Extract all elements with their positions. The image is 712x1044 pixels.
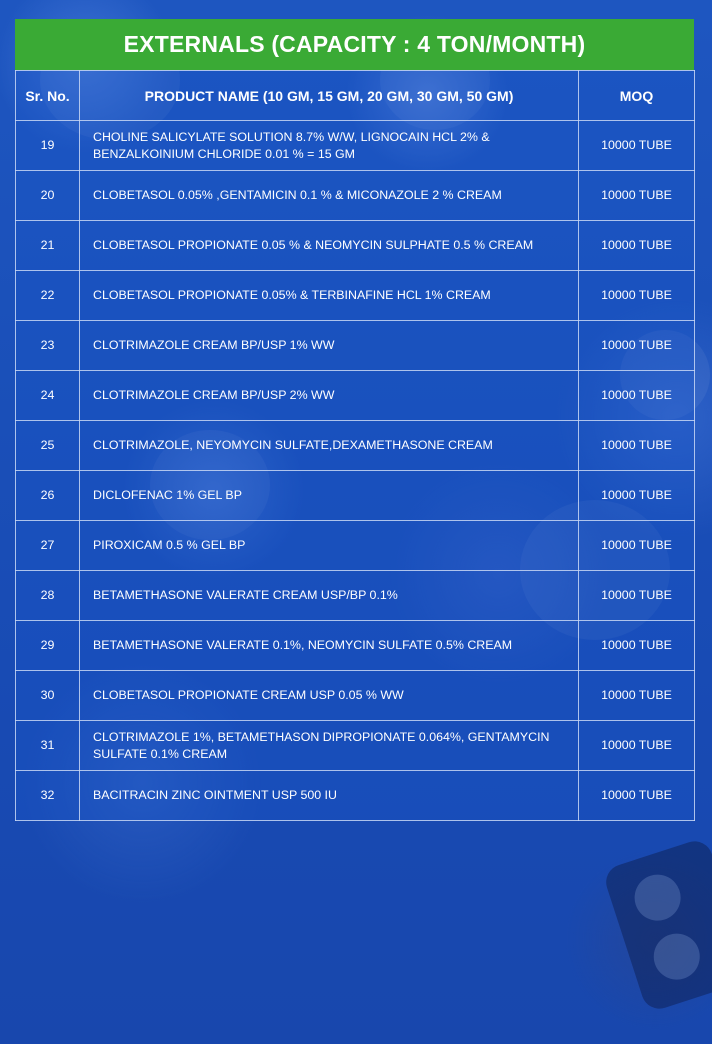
moq-cell: 10000 TUBE xyxy=(579,571,695,621)
sr-no-cell: 19 xyxy=(16,121,80,171)
sr-no-cell: 32 xyxy=(16,771,80,821)
moq-cell: 10000 TUBE xyxy=(579,321,695,371)
product-name-cell: CLOTRIMAZOLE CREAM BP/USP 1% WW xyxy=(80,321,579,371)
sr-no-cell: 21 xyxy=(16,221,80,271)
moq-cell: 10000 TUBE xyxy=(579,121,695,171)
sr-no-cell: 27 xyxy=(16,521,80,571)
product-name-cell: BETAMETHASONE VALERATE CREAM USP/BP 0.1% xyxy=(80,571,579,621)
sr-no-cell: 24 xyxy=(16,371,80,421)
table-row xyxy=(16,771,695,821)
product-name-cell: BACITRACIN ZINC OINTMENT USP 500 IU xyxy=(80,771,579,821)
table-row xyxy=(16,171,695,221)
table-row xyxy=(16,571,695,621)
product-name-cell: CLOBETASOL PROPIONATE 0.05 % & NEOMYCIN SULPHATE 0.5 % CREAM xyxy=(80,221,579,271)
sr-no-cell: 25 xyxy=(16,421,80,471)
table-row xyxy=(16,371,695,421)
blister-pack-image xyxy=(602,837,712,1014)
product-name-cell: DICLOFENAC 1% GEL BP xyxy=(80,471,579,521)
product-name-cell: CLOBETASOL PROPIONATE 0.05% & TERBINAFINE HCL 1% CREAM xyxy=(80,271,579,321)
product-name-cell: CLOTRIMAZOLE 1%, BETAMETHASON DIPROPIONATE 0.064%, GENTAMYCIN SULFATE 0.1% CREAM xyxy=(80,721,579,771)
column-header-moq: MOQ xyxy=(579,71,695,121)
sr-no-cell: 28 xyxy=(16,571,80,621)
table-row xyxy=(16,521,695,571)
product-name-cell: BETAMETHASONE VALERATE 0.1%, NEOMYCIN SULFATE 0.5% CREAM xyxy=(80,621,579,671)
moq-cell: 10000 TUBE xyxy=(579,721,695,771)
moq-cell: 10000 TUBE xyxy=(579,421,695,471)
product-name-cell: CLOTRIMAZOLE, NEYOMYCIN SULFATE,DEXAMETHASONE CREAM xyxy=(80,421,579,471)
table-header-row xyxy=(16,71,695,121)
table-row xyxy=(16,671,695,721)
moq-cell: 10000 TUBE xyxy=(579,171,695,221)
column-header-product-name: PRODUCT NAME (10 GM, 15 GM, 20 GM, 30 GM, 50 GM) xyxy=(80,71,579,121)
sr-no-cell: 31 xyxy=(16,721,80,771)
table-row xyxy=(16,621,695,671)
moq-cell: 10000 TUBE xyxy=(579,771,695,821)
table-row xyxy=(16,471,695,521)
product-table xyxy=(15,70,695,821)
moq-cell: 10000 TUBE xyxy=(579,371,695,421)
table-row xyxy=(16,271,695,321)
column-header-sr-no: Sr. No. xyxy=(16,71,80,121)
product-name-cell: CLOBETASOL PROPIONATE CREAM USP 0.05 % WW xyxy=(80,671,579,721)
table-row xyxy=(16,121,695,171)
sr-no-cell: 30 xyxy=(16,671,80,721)
table-row xyxy=(16,421,695,471)
moq-cell: 10000 TUBE xyxy=(579,671,695,721)
product-name-cell: CLOTRIMAZOLE CREAM BP/USP 2% WW xyxy=(80,371,579,421)
moq-cell: 10000 TUBE xyxy=(579,521,695,571)
product-name-cell: CLOBETASOL 0.05% ,GENTAMICIN 0.1 % & MICONAZOLE 2 % CREAM xyxy=(80,171,579,221)
table-row xyxy=(16,221,695,271)
table-row xyxy=(16,721,695,771)
sr-no-cell: 22 xyxy=(16,271,80,321)
moq-cell: 10000 TUBE xyxy=(579,621,695,671)
title-banner xyxy=(15,19,694,70)
sr-no-cell: 26 xyxy=(16,471,80,521)
moq-cell: 10000 TUBE xyxy=(579,221,695,271)
moq-cell: 10000 TUBE xyxy=(579,471,695,521)
moq-cell: 10000 TUBE xyxy=(579,271,695,321)
page-title: EXTERNALS (CAPACITY : 4 TON/MONTH) xyxy=(123,31,586,57)
product-name-cell: CHOLINE SALICYLATE SOLUTION 8.7% W/W, LIGNOCAIN HCL 2% & BENZALKOINIUM CHLORIDE 0.01 % = 15 GM xyxy=(80,121,579,171)
table-body xyxy=(16,121,695,821)
product-name-cell: PIROXICAM 0.5 % GEL BP xyxy=(80,521,579,571)
sr-no-cell: 20 xyxy=(16,171,80,221)
sr-no-cell: 23 xyxy=(16,321,80,371)
sr-no-cell: 29 xyxy=(16,621,80,671)
table-row xyxy=(16,321,695,371)
